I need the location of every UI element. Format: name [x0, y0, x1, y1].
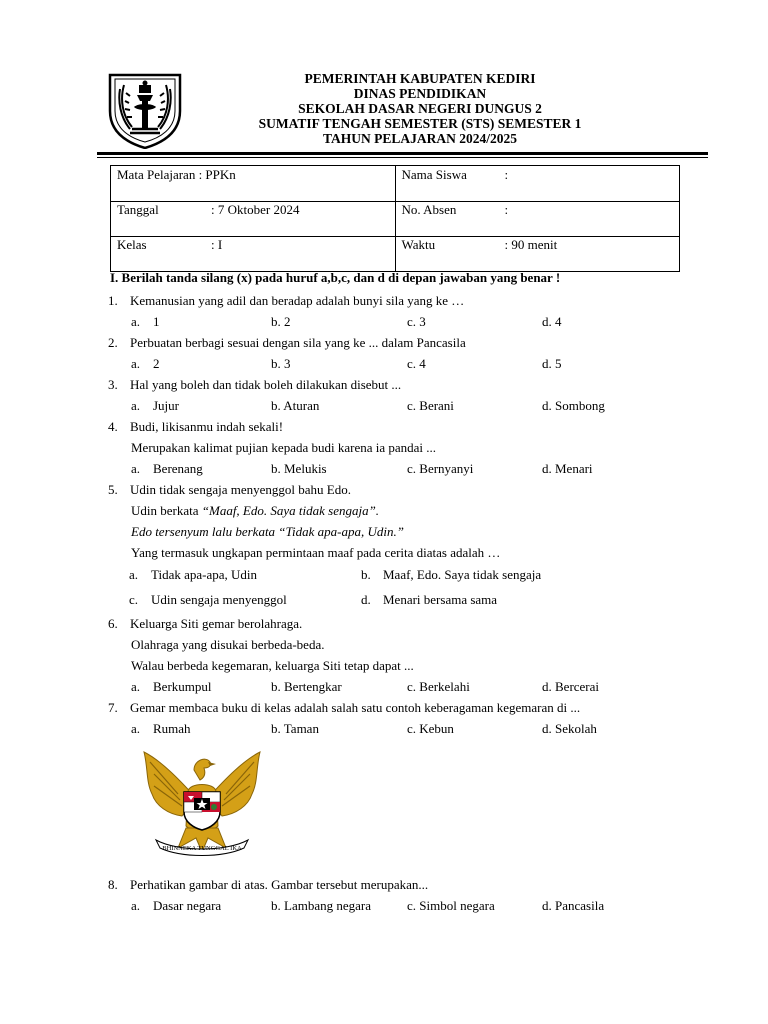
document-header	[150, 71, 690, 146]
question-text: Hal yang boleh dan tidak boleh dilakukan disebut ...	[130, 377, 402, 392]
date-value: : 7 Oktober 2024	[211, 202, 300, 217]
option-b[interactable]: b. 2	[271, 314, 291, 329]
question-number: 4.	[108, 419, 118, 434]
question-text: Keluarga Siti gemar berolahraga.	[130, 616, 303, 631]
option-c[interactable]: c. Bernyanyi	[407, 461, 474, 476]
option-a[interactable]: a. Berkumpul	[131, 679, 212, 694]
option-c[interactable]: c. Berani	[407, 398, 454, 413]
class-cell	[111, 237, 396, 272]
garuda-pancasila-emblem	[138, 748, 266, 860]
option-b[interactable]: b. Lambang negara	[271, 898, 371, 913]
question-text-line: Walau berbeda kegemaran, keluarga Siti tetap dapat ...	[131, 658, 414, 673]
option-a[interactable]: a. Tidak apa-apa, Udin	[129, 567, 258, 582]
option-d[interactable]: d. Menari	[542, 461, 593, 476]
option-c[interactable]: c. Berkelahi	[407, 679, 470, 694]
header-government: PEMERINTAH KABUPATEN KEDIRI	[304, 71, 536, 86]
subject-text: Mata Pelajaran : PPKn	[117, 167, 236, 182]
question-text: Budi, likisanmu indah sekali!	[130, 419, 284, 434]
question-6	[108, 616, 302, 632]
option-c[interactable]: c. 4	[407, 356, 426, 371]
option-c[interactable]: c. Udin sengaja menyenggol	[129, 592, 287, 607]
option-a[interactable]: a. 1	[131, 314, 160, 329]
option-b[interactable]: b. 3	[271, 356, 291, 371]
option-d[interactable]: d. Pancasila	[542, 898, 605, 913]
dialogue-quote: “Maaf, Edo. Saya tidak sengaja”.	[201, 503, 380, 518]
option-d[interactable]: d. Bercerai	[542, 679, 600, 694]
question-number: 6.	[108, 616, 118, 631]
option-a[interactable]: a. Dasar negara	[131, 898, 222, 913]
option-a[interactable]: a. Rumah	[131, 721, 191, 736]
time-cell	[395, 237, 680, 272]
absence-number-value: :	[504, 202, 509, 217]
option-b[interactable]: b. Bertengkar	[271, 679, 342, 694]
question-number: 8.	[108, 877, 118, 892]
question-number: 5.	[108, 482, 118, 497]
question-2	[108, 335, 466, 351]
student-info-table	[110, 165, 680, 272]
student-name-label: Nama Siswa	[401, 167, 467, 182]
option-d[interactable]: d. Menari bersama sama	[361, 592, 498, 607]
time-label: Waktu	[401, 237, 436, 252]
option-d[interactable]: d. 5	[542, 356, 562, 371]
question-1	[108, 293, 464, 309]
emblem-motto: BHINNEKA TUNGGAL IKA	[162, 845, 242, 852]
header-rule-thin	[97, 157, 708, 158]
option-d[interactable]: d. 4	[542, 314, 562, 329]
section-instruction: I. Berilah tanda silang (x) pada huruf a,b,c, dan d di depan jawaban yang benar !	[110, 270, 561, 285]
header-academic-year: TAHUN PELAJARAN 2024/2025	[322, 131, 517, 146]
dialogue-intro: Udin berkata	[131, 503, 202, 518]
option-b[interactable]: b. Melukis	[271, 461, 327, 476]
class-label: Kelas	[117, 237, 147, 252]
student-name-value: :	[504, 167, 509, 182]
question-4	[108, 419, 283, 435]
option-d[interactable]: d. Sombong	[542, 398, 605, 413]
class-value: : I	[211, 237, 223, 252]
subject-cell	[111, 166, 396, 202]
question-text: Kemanusian yang adil dan beradap adalah bunyi sila yang ke …	[130, 293, 465, 308]
time-value: : 90 menit	[504, 237, 558, 252]
question-5	[108, 482, 351, 498]
question-text-line: Edo tersenyum lalu berkata “Tidak apa-apa, Udin.”	[131, 524, 404, 539]
option-a[interactable]: a. Berenang	[131, 461, 203, 476]
question-number: 1.	[108, 293, 118, 308]
question-text: Gemar membaca buku di kelas adalah salah satu contoh keberagaman kegemaran di ...	[130, 700, 581, 715]
question-number: 2.	[108, 335, 118, 350]
absence-number-cell[interactable]	[395, 202, 680, 237]
absence-number-label: No. Absen	[401, 202, 457, 217]
question-text-line	[131, 503, 379, 519]
option-b[interactable]: b. Maaf, Edo. Saya tidak sengaja	[361, 567, 542, 582]
date-cell	[111, 202, 396, 237]
student-name-cell[interactable]	[395, 166, 680, 202]
question-3	[108, 377, 401, 393]
question-number: 3.	[108, 377, 118, 392]
question-7	[108, 700, 580, 716]
header-exam-title: SUMATIF TENGAH SEMESTER (STS) SEMESTER 1	[258, 116, 582, 131]
question-8	[108, 877, 428, 893]
question-text: Perhatikan gambar di atas. Gambar tersebut merupakan...	[130, 877, 429, 892]
option-d[interactable]: d. Sekolah	[542, 721, 597, 736]
question-text-line: Olahraga yang disukai berbeda-beda.	[131, 637, 325, 652]
option-c[interactable]: c. Kebun	[407, 721, 454, 736]
question-number: 7.	[108, 700, 118, 715]
option-a[interactable]: a. Jujur	[131, 398, 179, 413]
question-text-line: Yang termasuk ungkapan permintaan maaf pada cerita diatas adalah …	[131, 545, 501, 560]
header-rule-thick	[97, 152, 708, 155]
option-b[interactable]: b. Aturan	[271, 398, 320, 413]
option-c[interactable]: c. 3	[407, 314, 426, 329]
date-label: Tanggal	[117, 202, 159, 217]
option-a[interactable]: a. 2	[131, 356, 160, 371]
option-b[interactable]: b. Taman	[271, 721, 319, 736]
header-department: DINAS PENDIDIKAN	[353, 86, 487, 101]
question-text: Udin tidak sengaja menyenggol bahu Edo.	[130, 482, 351, 497]
question-text: Perbuatan berbagi sesuai dengan sila yang ke ... dalam Pancasila	[130, 335, 466, 350]
option-c[interactable]: c. Simbol negara	[407, 898, 495, 913]
question-text-line: Merupakan kalimat pujian kepada budi karena ia pandai ...	[131, 440, 437, 455]
header-school: SEKOLAH DASAR NEGERI DUNGUS 2	[298, 101, 542, 116]
